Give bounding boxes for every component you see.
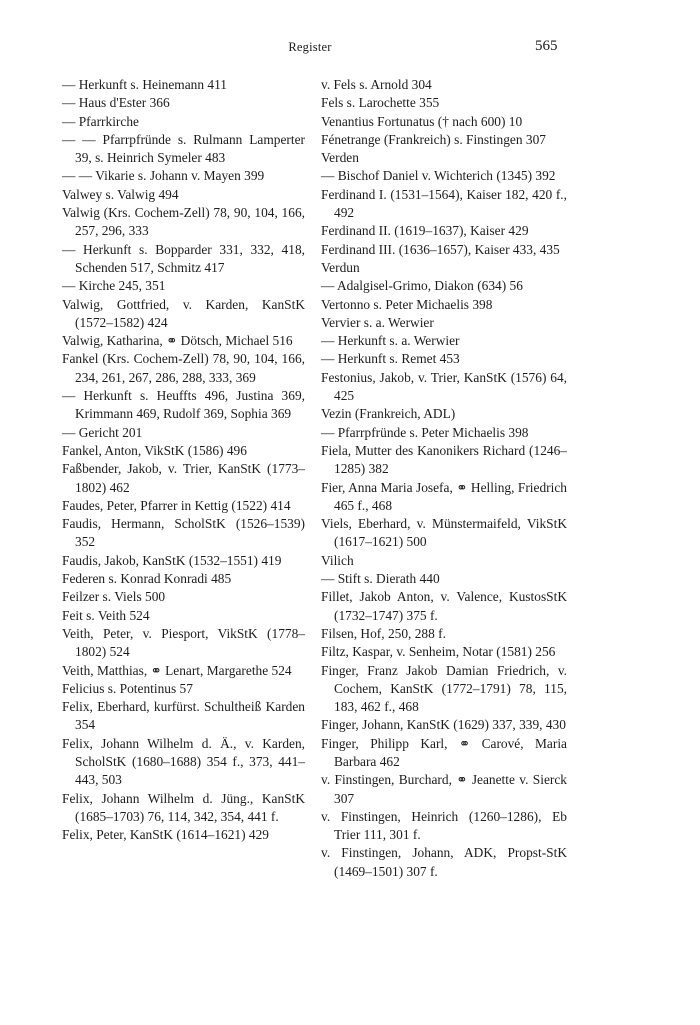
- index-entry: — Herkunft s. Remet 453: [321, 351, 460, 367]
- index-entry: Felix, Johann Wilhelm d. Ä., v. Karden, ScholStK (1680–1688) 354 f., 373, 441–443, 503: [62, 735, 305, 788]
- index-entry: — — Vikarie s. Johann v. Mayen 399: [62, 168, 265, 184]
- index-entry: Fiela, Mutter des Kanonikers Richard (1246–1285) 382: [321, 442, 567, 477]
- index-entry: Vezin (Frankreich, ADL): [321, 406, 456, 422]
- index-entry: Faudis, Hermann, ScholStK (1526–1539) 352: [62, 516, 305, 550]
- index-entry: Federen s. Konrad Konradi 485: [62, 571, 232, 587]
- index-entry: — Herkunft s. a. Werwier: [321, 333, 460, 349]
- index-entry: Viels, Eberhard, v. Münstermaifeld, VikStK (1617–1621) 500: [321, 516, 567, 550]
- index-entry: v. Finstingen, Burchard, ⚭ Jeanette v. Sierck 307: [321, 772, 567, 806]
- index-entry: Felix, Peter, KanStK (1614–1621) 429: [62, 827, 269, 843]
- page-number: 565: [535, 38, 558, 54]
- index-entry: Filsen, Hof, 250, 288 f.: [321, 625, 446, 641]
- index-entry: Verden: [321, 150, 359, 166]
- index-entry: — — Pfarrpfründe s. Rulmann Lamperter 39, s. Heinrich Symeler 483: [62, 131, 305, 166]
- index-entry: Felix, Johann Wilhelm d. Jüng., KanStK (1685–1703) 76, 114, 342, 354, 441 f.: [62, 790, 305, 824]
- index-entry: Finger, Franz Jakob Damian Friedrich, v. Cochem, KanStK (1772–1791) 78, 115, 183, 462 f., 468: [321, 662, 567, 715]
- index-entry: v. Finstingen, Johann, ADK, Propst-StK (1469–1501) 307 f.: [321, 845, 567, 879]
- index-entry: v. Finstingen, Heinrich (1260–1286), Eb Trier 111, 301 f.: [321, 808, 567, 843]
- index-entry: — Haus d'Ester 366: [62, 95, 170, 111]
- index-entry: Vervier s. a. Werwier: [321, 314, 434, 330]
- index-entry: Filtz, Kaspar, v. Senheim, Notar (1581) 256: [321, 644, 556, 660]
- index-entry: Felix, Eberhard, kurfürst. Schultheiß Karden 354: [62, 699, 305, 733]
- index-entry: Verdun: [321, 259, 360, 275]
- index-entry: Faudes, Peter, Pfarrer in Kettig (1522) 414: [62, 497, 291, 513]
- index-column-left: [62, 76, 305, 844]
- index-entry: Veith, Matthias, ⚭ Lenart, Margarethe 524: [62, 662, 292, 678]
- page-header: [0, 38, 700, 60]
- index-entry: Ferdinand III. (1636–1657), Kaiser 433, 435: [321, 241, 560, 257]
- index-entry: Veith, Peter, v. Piesport, VikStK (1778–1802) 524: [62, 625, 305, 660]
- index-entry: — Herkunft s. Heinemann 411: [62, 77, 227, 92]
- index-entry: Valwig, Gottfried, v. Karden, KanStK (1572–1582) 424: [62, 296, 305, 330]
- index-entry: v. Fels s. Arnold 304: [321, 77, 432, 92]
- index-column-right: [321, 76, 567, 881]
- index-entry: Valwey s. Valwig 494: [62, 186, 179, 202]
- index-entry: Vilich: [321, 552, 354, 568]
- index-entry: Venantius Fortunatus († nach 600) 10: [321, 113, 523, 129]
- index-entry: Valwig, Katharina, ⚭ Dötsch, Michael 516: [62, 333, 293, 349]
- index-entry: Fels s. Larochette 355: [321, 95, 440, 111]
- index-entry: — Gericht 201: [62, 424, 143, 440]
- index-entry: — Pfarrkirche: [62, 113, 139, 129]
- index-entry: Ferdinand I. (1531–1564), Kaiser 182, 420 f., 492: [321, 186, 567, 221]
- index-entry: Finger, Philipp Karl, ⚭ Carové, Maria Barbara 462: [321, 735, 567, 769]
- index-entry: Fier, Anna Maria Josefa, ⚭ Helling, Friedrich 465 f., 468: [321, 479, 567, 513]
- index-entry: — Herkunft s. Heuffts 496, Justina 369, Krimmann 469, Rudolf 369, Sophia 369: [62, 388, 305, 422]
- index-entry: Ferdinand II. (1619–1637), Kaiser 429: [321, 223, 529, 239]
- index-entry: — Stift s. Dierath 440: [321, 571, 440, 587]
- index-entry: Feilzer s. Viels 500: [62, 589, 166, 605]
- index-entry: Feit s. Veith 524: [62, 607, 150, 623]
- index-entry: — Herkunft s. Bopparder 331, 332, 418, Schenden 517, Schmitz 417: [62, 241, 305, 275]
- index-entry: Fankel (Krs. Cochem-Zell) 78, 90, 104, 166, 234, 261, 267, 286, 288, 333, 369: [62, 351, 305, 385]
- index-entry: Fénetrange (Frankreich) s. Finstingen 307: [321, 131, 546, 147]
- index-entry: — Adalgisel-Grimo, Diakon (634) 56: [321, 278, 523, 294]
- index-entry: Faudis, Jakob, KanStK (1532–1551) 419: [62, 552, 282, 568]
- index-entry: Vertonno s. Peter Michaelis 398: [321, 296, 493, 312]
- index-entry: — Pfarrpfründe s. Peter Michaelis 398: [321, 424, 529, 440]
- index-entry: Fillet, Jakob Anton, v. Valence, KustosStK (1732–1747) 375 f.: [321, 589, 567, 623]
- index-entry: Finger, Johann, KanStK (1629) 337, 339, 430: [321, 717, 566, 733]
- index-entry: Valwig (Krs. Cochem-Zell) 78, 90, 104, 166, 257, 296, 333: [62, 205, 305, 239]
- index-entry: — Kirche 245, 351: [62, 278, 166, 294]
- running-head: Register: [288, 40, 332, 54]
- index-entry: Felicius s. Potentinus 57: [62, 680, 193, 696]
- index-entry: — Bischof Daniel v. Wichterich (1345) 392: [321, 168, 556, 184]
- index-entry: Faßbender, Jakob, v. Trier, KanStK (1773–1802) 462: [62, 461, 305, 495]
- index-entry: Fankel, Anton, VikStK (1586) 496: [62, 442, 247, 458]
- index-entry: Festonius, Jakob, v. Trier, KanStK (1576) 64, 425: [321, 369, 567, 404]
